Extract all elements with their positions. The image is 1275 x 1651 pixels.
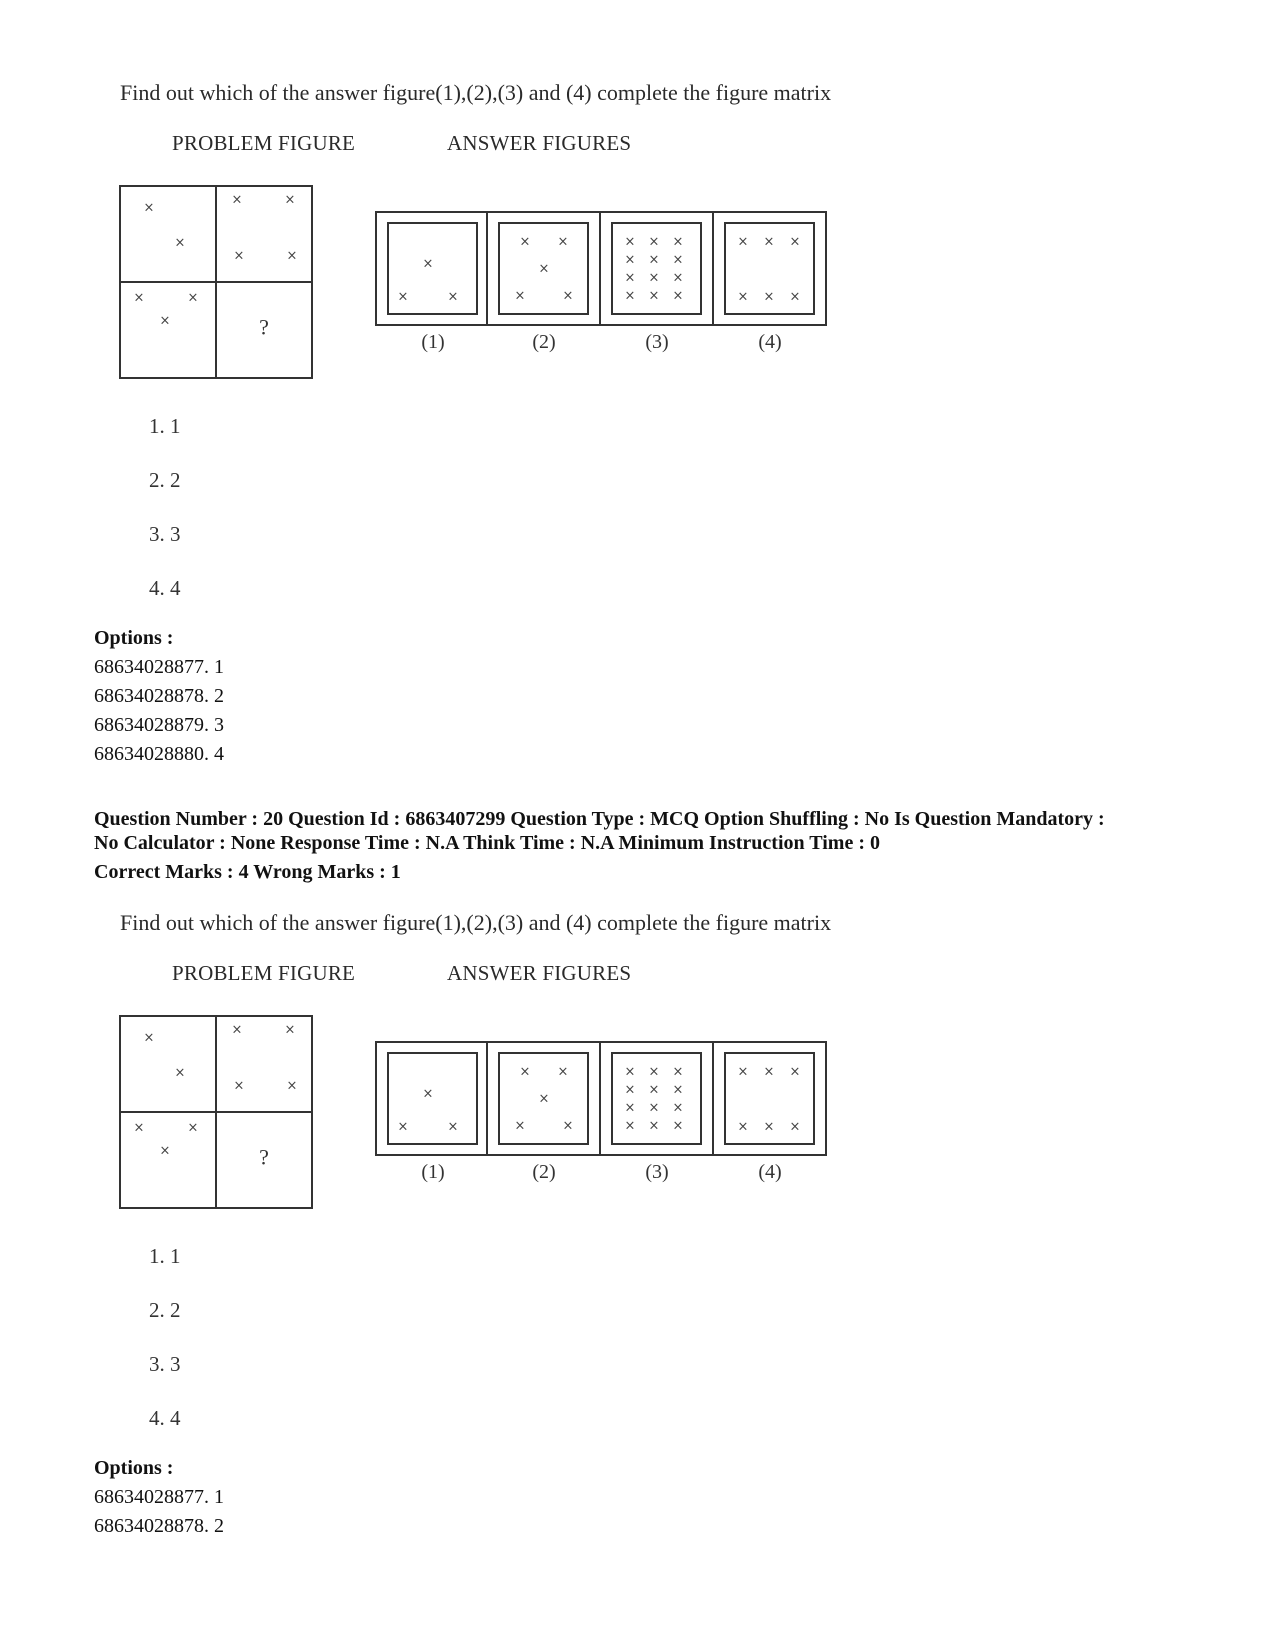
choice-item-3[interactable]: 3. 3 bbox=[149, 1352, 181, 1376]
question-meta-line-3: Correct Marks : 4 Wrong Marks : 1 bbox=[94, 861, 401, 883]
cross-mark: × bbox=[737, 289, 749, 305]
cross-mark: × bbox=[397, 289, 409, 305]
cross-mark: × bbox=[624, 1064, 636, 1080]
answer-figure-label: (3) bbox=[645, 331, 669, 353]
cross-mark: × bbox=[624, 288, 636, 304]
cross-mark: × bbox=[538, 261, 550, 277]
cross-mark: × bbox=[789, 1119, 801, 1135]
cross-mark: × bbox=[672, 1064, 684, 1080]
question-prompt: Find out which of the answer figure(1),(2),(3) and (4) complete the figure matrix bbox=[120, 910, 832, 935]
cross-mark: × bbox=[519, 234, 531, 250]
cross-mark: × bbox=[286, 1078, 298, 1094]
cross-mark: × bbox=[159, 313, 171, 329]
cross-mark: × bbox=[514, 1118, 526, 1134]
cross-mark: × bbox=[672, 234, 684, 250]
answer-figure-label: (1) bbox=[421, 331, 445, 353]
option-row: 68634028877. 1 bbox=[94, 656, 224, 678]
cross-mark: × bbox=[672, 1100, 684, 1116]
cross-mark: × bbox=[159, 1143, 171, 1159]
question-meta-line-1: Question Number : 20 Question Id : 6863407299 Question Type : MCQ Option Shuffling : No Is Question Mandatory : bbox=[94, 808, 1105, 830]
cross-mark: × bbox=[624, 1118, 636, 1134]
cross-mark: × bbox=[789, 289, 801, 305]
cross-mark: × bbox=[174, 1065, 186, 1081]
problem-cell bbox=[216, 1016, 312, 1112]
cross-mark: × bbox=[397, 1119, 409, 1135]
figure-matrix-diagram bbox=[115, 178, 845, 388]
cross-mark: × bbox=[233, 1078, 245, 1094]
options-title: Options : bbox=[94, 1457, 174, 1479]
cross-mark: × bbox=[672, 1118, 684, 1134]
cross-mark: × bbox=[231, 192, 243, 208]
options-title: Options : bbox=[94, 627, 174, 649]
cross-mark: × bbox=[763, 1119, 775, 1135]
cross-mark: × bbox=[624, 1082, 636, 1098]
cross-mark: × bbox=[763, 234, 775, 250]
cross-mark: × bbox=[562, 288, 574, 304]
cross-mark: × bbox=[286, 248, 298, 264]
cross-mark: × bbox=[447, 289, 459, 305]
cross-mark: × bbox=[648, 1082, 660, 1098]
cross-mark: × bbox=[648, 1064, 660, 1080]
choice-item-2[interactable]: 2. 2 bbox=[149, 1298, 181, 1322]
option-row: 68634028880. 4 bbox=[94, 743, 224, 765]
cross-mark: × bbox=[737, 234, 749, 250]
cross-mark: × bbox=[672, 270, 684, 286]
cross-mark: × bbox=[648, 270, 660, 286]
cross-mark: × bbox=[133, 1120, 145, 1136]
cross-mark: × bbox=[648, 1118, 660, 1134]
option-row: 68634028877. 1 bbox=[94, 1486, 224, 1508]
cross-mark: × bbox=[672, 1082, 684, 1098]
cross-mark: × bbox=[648, 1100, 660, 1116]
choice-item-1[interactable]: 1. 1 bbox=[149, 414, 181, 438]
cross-mark: × bbox=[538, 1091, 550, 1107]
problem-cell bbox=[120, 1016, 216, 1112]
cross-mark: × bbox=[514, 288, 526, 304]
cross-mark: × bbox=[231, 1022, 243, 1038]
cross-mark: × bbox=[557, 234, 569, 250]
cross-mark: × bbox=[648, 288, 660, 304]
cross-mark: × bbox=[422, 256, 434, 272]
cross-mark: × bbox=[624, 252, 636, 268]
cross-mark: × bbox=[648, 234, 660, 250]
cross-mark: × bbox=[624, 270, 636, 286]
problem-cell bbox=[120, 186, 216, 282]
cross-mark: × bbox=[672, 252, 684, 268]
cross-mark: × bbox=[284, 1022, 296, 1038]
problem-figure-heading: PROBLEM FIGURE bbox=[172, 131, 356, 155]
cross-mark: × bbox=[284, 192, 296, 208]
cross-mark: × bbox=[422, 1086, 434, 1102]
option-row: 68634028878. 2 bbox=[94, 1515, 224, 1537]
cross-mark: × bbox=[133, 290, 145, 306]
choice-item-2[interactable]: 2. 2 bbox=[149, 468, 181, 492]
problem-cell bbox=[216, 186, 312, 282]
figure-matrix-diagram bbox=[115, 1008, 845, 1218]
cross-mark: × bbox=[737, 1119, 749, 1135]
cross-mark: × bbox=[624, 1100, 636, 1116]
problem-figure-heading: PROBLEM FIGURE bbox=[172, 961, 356, 985]
cross-mark: × bbox=[789, 1064, 801, 1080]
question-prompt: Find out which of the answer figure(1),(2),(3) and (4) complete the figure matrix bbox=[120, 80, 832, 105]
option-row: 68634028878. 2 bbox=[94, 685, 224, 707]
cross-mark: × bbox=[174, 235, 186, 251]
answer-figure-label: (1) bbox=[421, 1161, 445, 1183]
choice-item-3[interactable]: 3. 3 bbox=[149, 522, 181, 546]
option-row: 68634028879. 3 bbox=[94, 714, 224, 736]
cross-mark: × bbox=[737, 1064, 749, 1080]
question-mark: ? bbox=[259, 314, 269, 340]
question-mark: ? bbox=[259, 1144, 269, 1170]
cross-mark: × bbox=[672, 288, 684, 304]
cross-mark: × bbox=[143, 1030, 155, 1046]
cross-mark: × bbox=[648, 252, 660, 268]
cross-mark: × bbox=[187, 290, 199, 306]
answer-figures-heading: ANSWER FIGURES bbox=[447, 131, 632, 155]
cross-mark: × bbox=[187, 1120, 199, 1136]
answer-figure-label: (4) bbox=[758, 1161, 782, 1183]
choice-item-1[interactable]: 1. 1 bbox=[149, 1244, 181, 1268]
cross-mark: × bbox=[763, 289, 775, 305]
cross-mark: × bbox=[789, 234, 801, 250]
question-meta-line-2: No Calculator : None Response Time : N.A Think Time : N.A Minimum Instruction Time : 0 bbox=[94, 832, 880, 854]
answer-figure-label: (3) bbox=[645, 1161, 669, 1183]
answer-figure-label: (4) bbox=[758, 331, 782, 353]
cross-mark: × bbox=[447, 1119, 459, 1135]
cross-mark: × bbox=[233, 248, 245, 264]
answer-figure-label: (2) bbox=[532, 1161, 556, 1183]
cross-mark: × bbox=[562, 1118, 574, 1134]
cross-mark: × bbox=[143, 200, 155, 216]
cross-mark: × bbox=[624, 234, 636, 250]
choice-item-4[interactable]: 4. 4 bbox=[149, 576, 181, 600]
choice-item-4[interactable]: 4. 4 bbox=[149, 1406, 181, 1430]
cross-mark: × bbox=[557, 1064, 569, 1080]
cross-mark: × bbox=[763, 1064, 775, 1080]
answer-figure-label: (2) bbox=[532, 331, 556, 353]
answer-figures-heading: ANSWER FIGURES bbox=[447, 961, 632, 985]
cross-mark: × bbox=[519, 1064, 531, 1080]
